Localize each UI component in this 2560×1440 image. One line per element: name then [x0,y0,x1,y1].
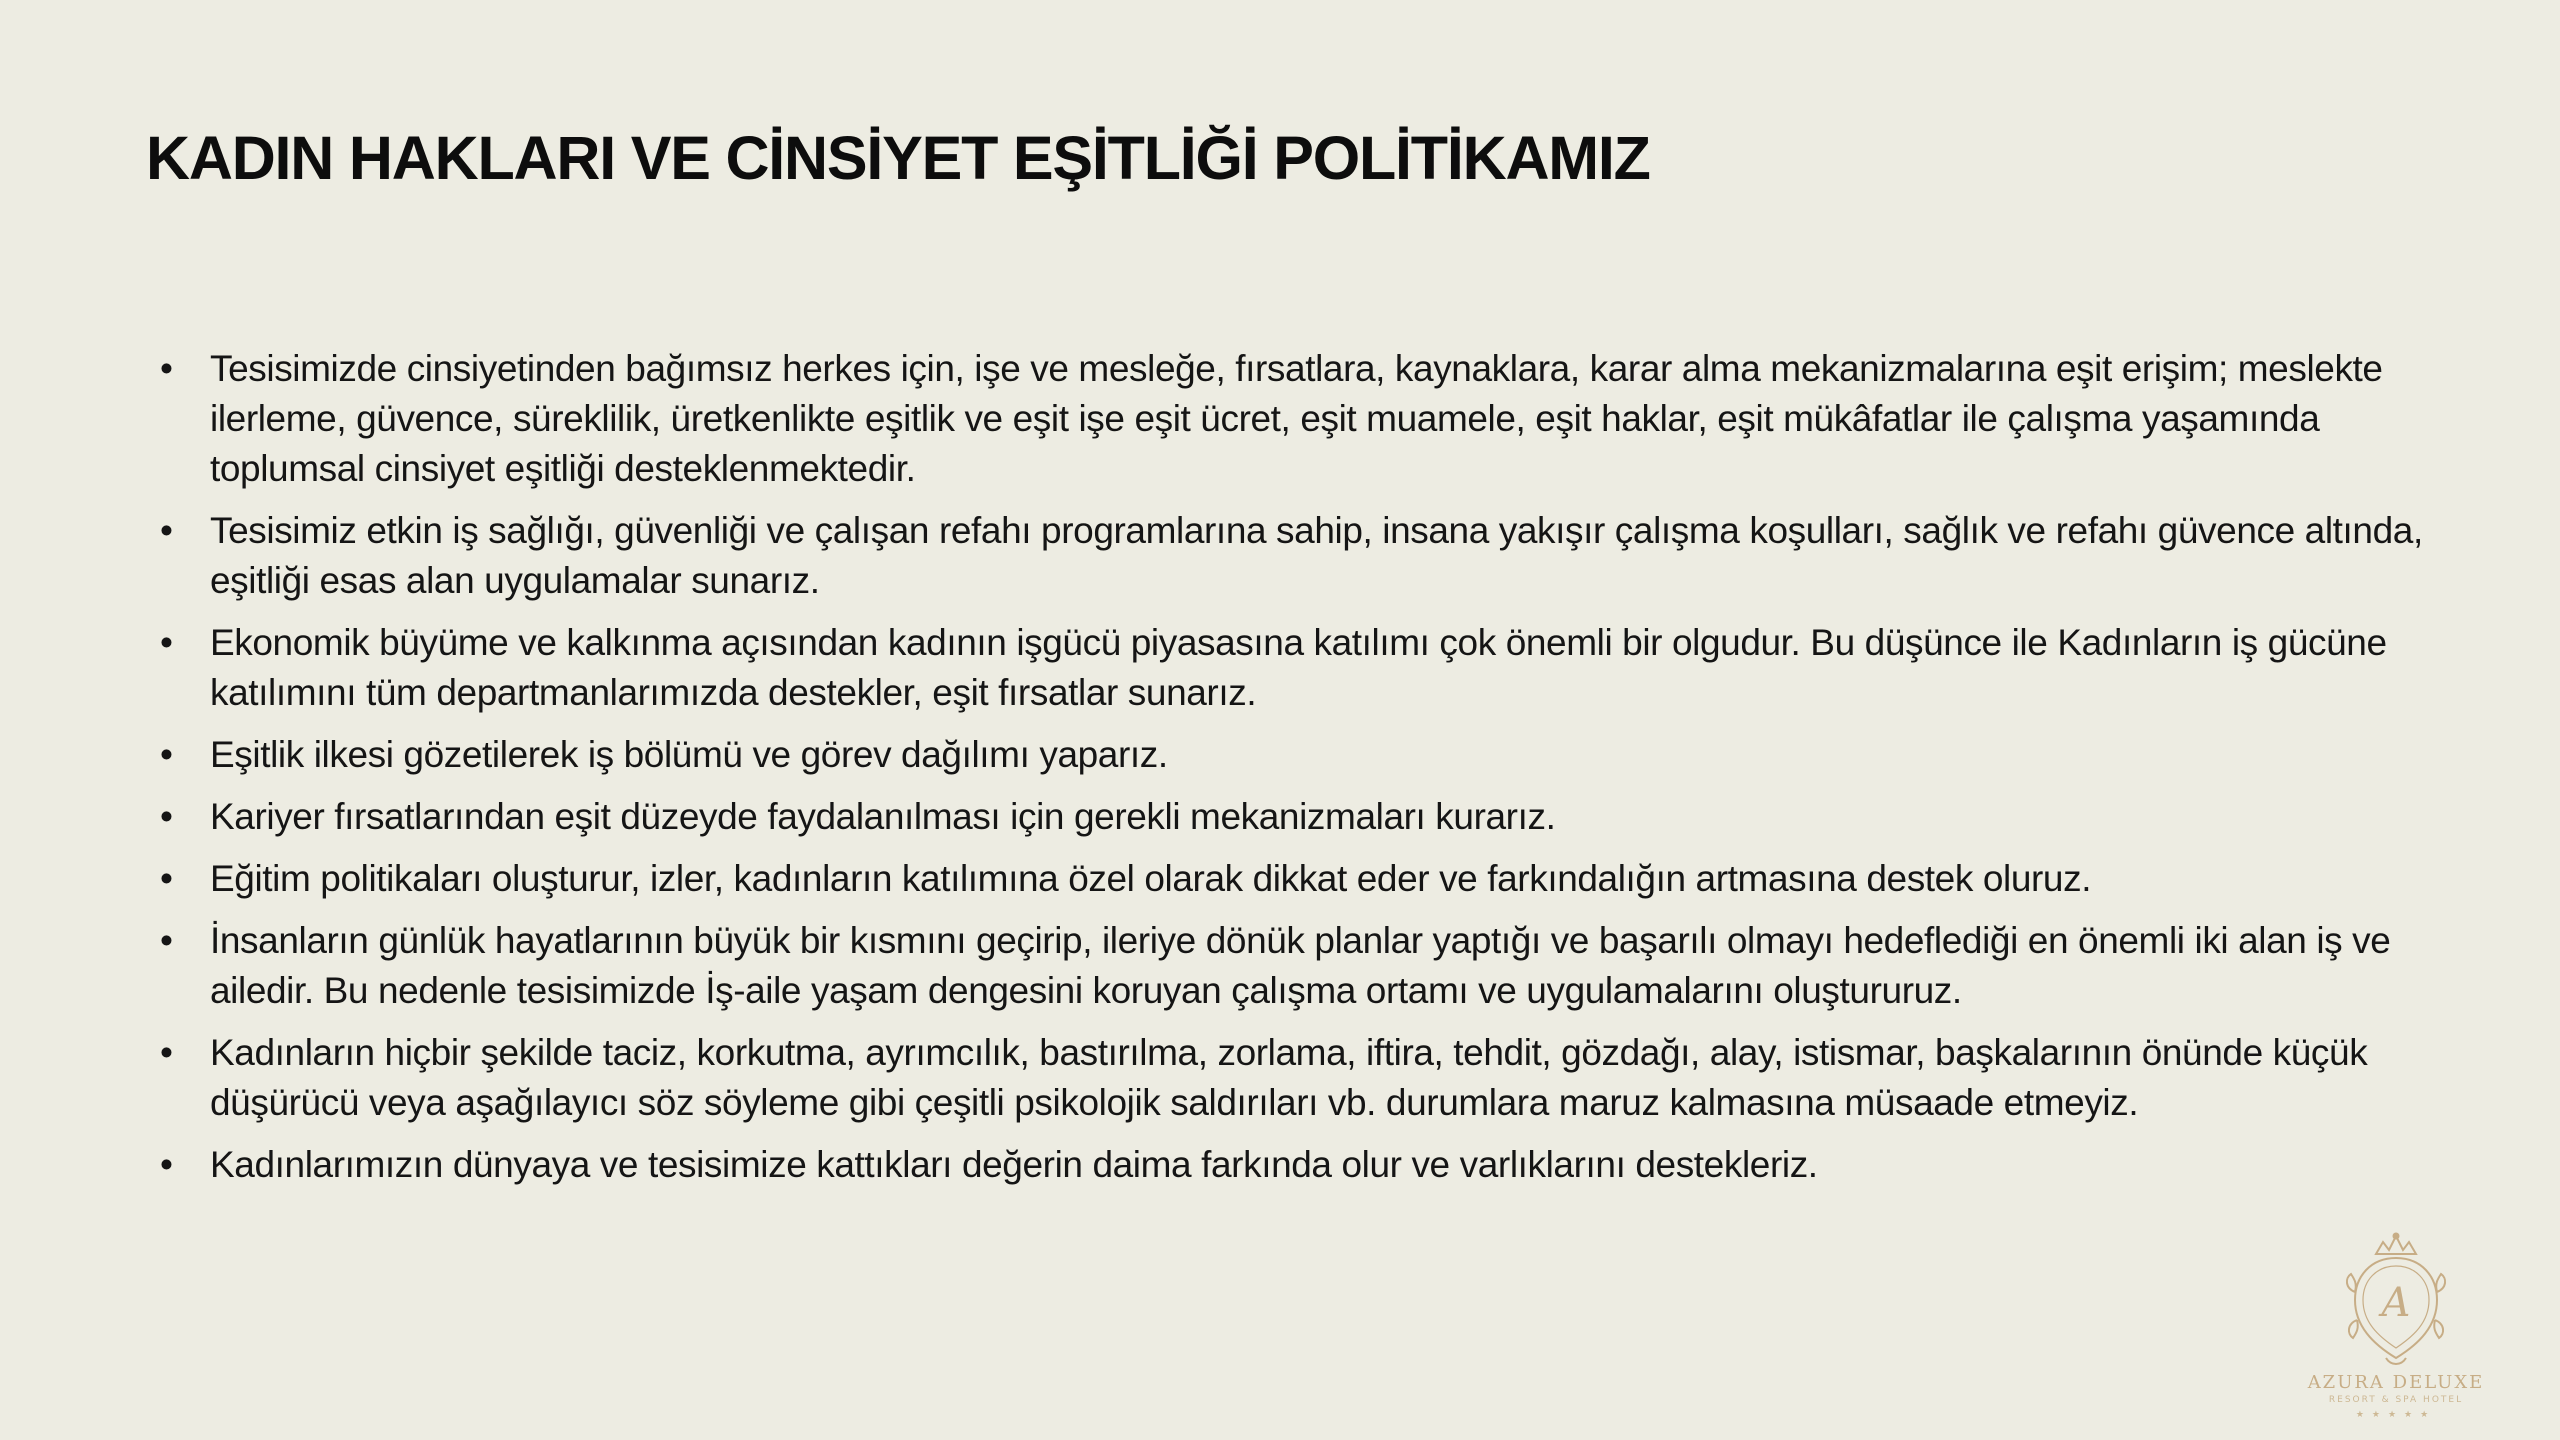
bullet-item [146,854,2476,904]
bullet-item [146,618,2476,718]
bullet-dot-icon: • [160,1144,173,1185]
bullet-text: Kariyer fırsatlarından eşit düzeyde faydalanılması için gerekli mekanizmaları kurarız. [210,796,1556,837]
bullet-item [146,730,2476,780]
logo-monogram: A [2381,1280,2411,1326]
bullet-dot-icon: • [160,858,173,899]
hotel-logo [2296,1232,2496,1432]
bullet-text: İnsanların günlük hayatlarının büyük bir kısmını geçirip, ileriye dönük planlar yaptığı ve başarılı olmayı hedeflediği en önemli iki alan iş ve ailedir. Bu nedenle tesisimizde İş-aile yaşam dengesini koruyan çalışma ortamı ve uygulamalarını oluştururuz. [210,920,2391,1011]
bullet-item [146,344,2476,494]
bullet-item [146,506,2476,606]
bullet-dot-icon: • [160,510,173,551]
bullet-dot-icon: • [160,796,173,837]
bullet-list [146,344,2476,1202]
bullet-text: Kadınların hiçbir şekilde taciz, korkutma, ayrımcılık, bastırılma, zorlama, iftira, tehdit, gözdağı, alay, istismar, başkalarının önünde küçük düşürücü veya aşağılayıcı söz söyleme gibi çeşitli psikolojik saldırıları vb. durumlara maruz kalmasına müsaade etmeyiz. [210,1032,2368,1123]
bullet-item [146,916,2476,1016]
logo-subtitle: RESORT & SPA HOTEL [2328,1395,2464,1405]
bullet-text: Eğitim politikaları oluşturur, izler, kadınların katılımına özel olarak dikkat eder ve farkındalığın artmasına destek oluruz. [210,858,2092,899]
bullet-dot-icon: • [160,920,173,961]
crest-icon [2341,1232,2451,1368]
bullet-dot-icon: • [160,734,173,775]
logo-name: AZURA DELUXE [2307,1372,2485,1393]
logo-stars: ★★★★★ [2355,1409,2437,1419]
bullet-text: Tesisimiz etkin iş sağlığı, güvenliği ve çalışan refahı programlarına sahip, insana yakışır çalışma koşulları, sağlık ve refahı güvence altında, eşitliği esas alan uygulamalar sunarız. [210,510,2423,601]
slide-title: KADIN HAKLARI VE CİNSİYET EŞİTLİĞİ POLİTİKAMIZ [146,124,1650,192]
bullet-dot-icon: • [160,622,173,663]
bullet-dot-icon: • [160,348,173,389]
bullet-item [146,1028,2476,1128]
bullet-text: Tesisimizde cinsiyetinden bağımsız herkes için, işe ve mesleğe, fırsatlara, kaynaklara, karar alma mekanizmalarına eşit erişim; meslekte ilerleme, güvence, süreklilik, üretkenlikte eşitlik ve eşit işe eşit ücret, eşit muamele, eşit haklar, eşit mükâfatlar ile çalışma yaşamında toplumsal cinsiyet eşitliği desteklenmektedir. [210,348,2383,489]
bullet-dot-icon: • [160,1032,173,1073]
bullet-item [146,1140,2476,1190]
bullet-text: Ekonomik büyüme ve kalkınma açısından kadının işgücü piyasasına katılımı çok önemli bir olgudur. Bu düşünce ile Kadınların iş gücüne katılımını tüm departmanlarımızda destekler, eşit fırsatlar sunarız. [210,622,2387,713]
bullet-text: Kadınlarımızın dünyaya ve tesisimize kattıkları değerin daima farkında olur ve varlıklarını destekleriz. [210,1144,1818,1185]
bullet-text: Eşitlik ilkesi gözetilerek iş bölümü ve görev dağılımı yaparız. [210,734,1168,775]
bullet-item [146,792,2476,842]
